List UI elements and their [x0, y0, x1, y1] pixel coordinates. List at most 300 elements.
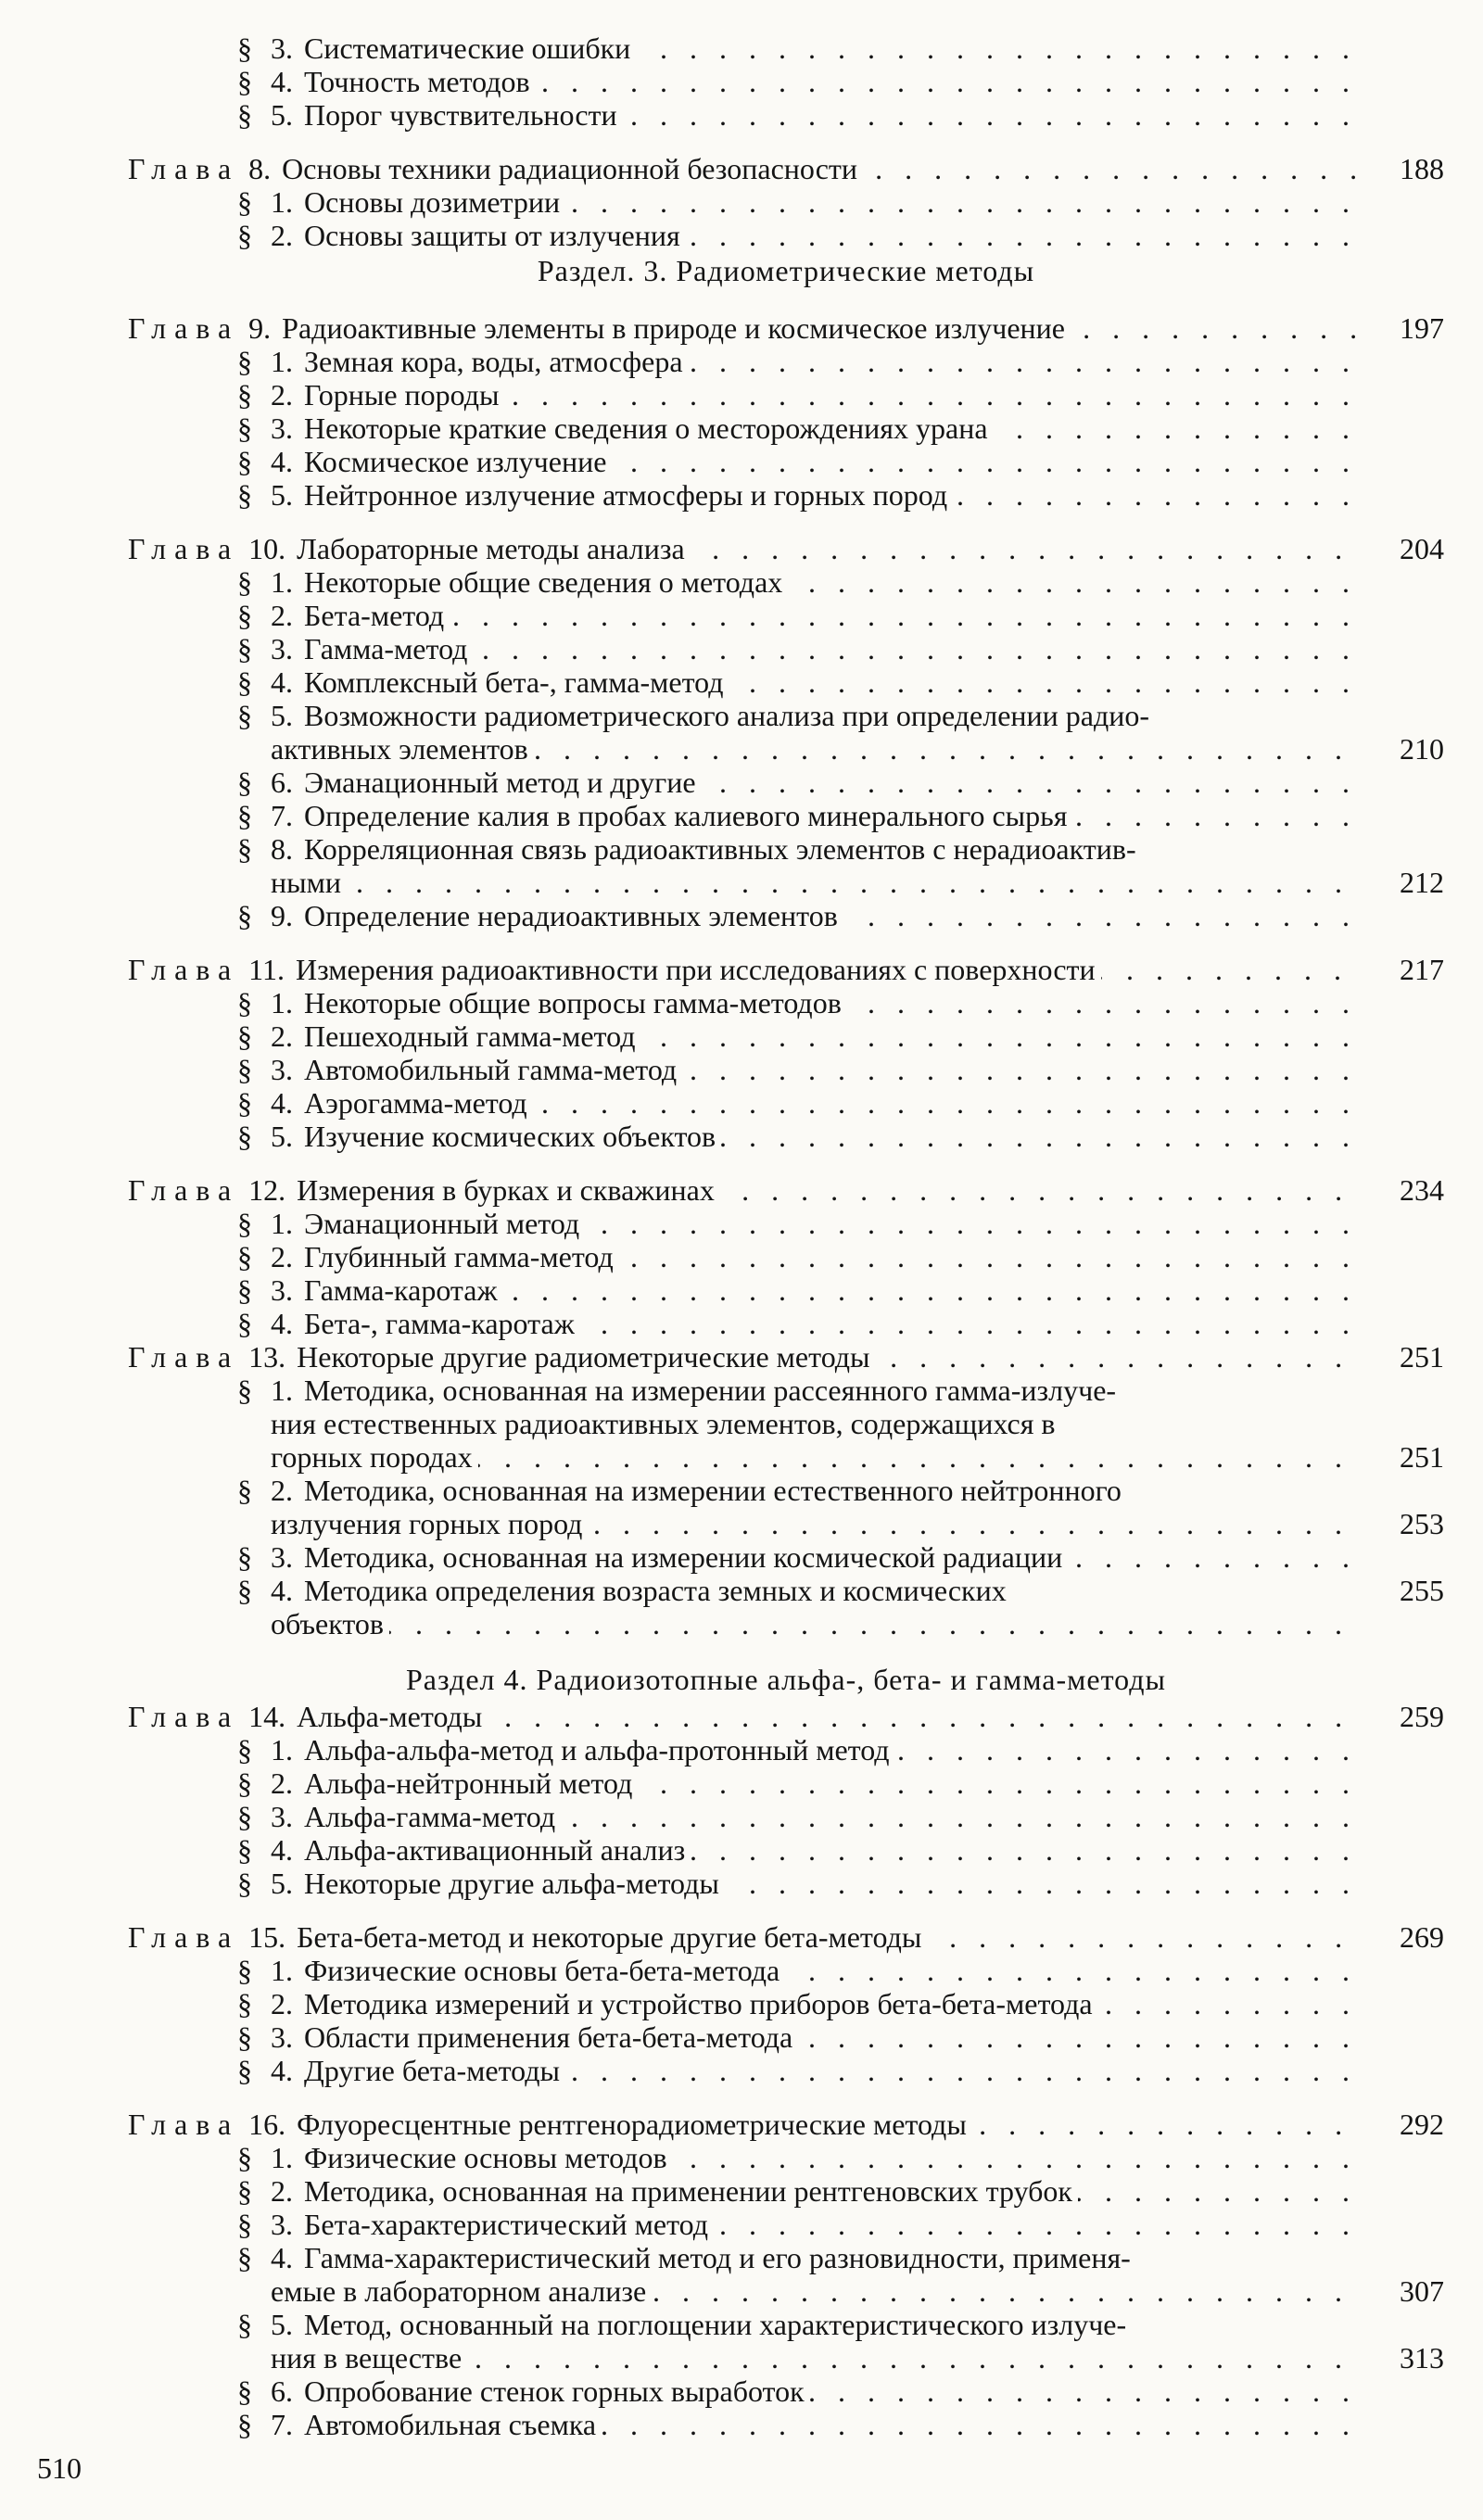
toc-section-entry[interactable] [128, 1987, 1444, 2020]
section-number: 4. [271, 1833, 293, 1867]
section-number: 3. [271, 1053, 293, 1086]
section-symbol: § [237, 412, 252, 445]
section-symbol: § [237, 665, 252, 699]
chapter-number: 14. [248, 1700, 286, 1733]
section-title [304, 98, 1364, 132]
section-symbol: § [237, 1474, 252, 1507]
section-title-cont [237, 732, 1364, 766]
section-number: 5. [271, 699, 293, 732]
chapter-title-text: Основы техники радиационной безопасности [282, 152, 863, 185]
spacer [128, 2087, 1444, 2108]
toc-section-entry[interactable] [128, 1374, 1444, 1407]
section-title-text: Физические основы бета-бета-метода [304, 1954, 785, 1987]
section-number: 2. [271, 1240, 293, 1273]
spacer [128, 1153, 1444, 1173]
toc-section-entry[interactable] [128, 345, 1444, 378]
toc-section-entry[interactable] [128, 2020, 1444, 2054]
section-title-cont [237, 1440, 1364, 1474]
toc-section-entry[interactable] [128, 1474, 1444, 1507]
toc-section-entry[interactable] [128, 32, 1444, 65]
section-title [304, 1474, 1364, 1507]
toc-section-entry[interactable] [128, 699, 1444, 732]
section-number: 4. [271, 1574, 293, 1607]
section-title-text: Основы защиты от излучения [304, 219, 686, 252]
toc-section-entry[interactable] [128, 2208, 1444, 2241]
section-symbol: § [237, 799, 252, 832]
toc-section-entry[interactable] [128, 1867, 1444, 1900]
section-title-text: Гамма-характеристический метод и его разновидности, применя- [304, 2241, 1136, 2274]
section-number: 2. [271, 1474, 293, 1507]
section-number: 2. [271, 1767, 293, 1800]
chapter-word: Глава [128, 532, 240, 565]
section-title [304, 219, 1364, 252]
toc-section-continuation [128, 1507, 1444, 1540]
section-title-text: Нейтронное излучение атмосферы и горных пород [304, 478, 953, 512]
page-ref: 217 [1400, 953, 1444, 986]
section-title-text: Методика, основанная на измерении естественного нейтронного [304, 1474, 1127, 1507]
toc-chapter-entry[interactable] [128, 311, 1444, 345]
toc-section-entry[interactable] [128, 1833, 1444, 1867]
section-number: 4. [271, 1307, 293, 1340]
page-ref: 251 [1400, 1340, 1444, 1374]
section-title [304, 1240, 1364, 1273]
section-symbol: § [237, 766, 252, 799]
section-symbol: § [237, 1833, 252, 1867]
chapter-title-text: Измерения радиоактивности при исследованиях с поверхности [296, 953, 1101, 986]
page-ref: 212 [1400, 866, 1444, 899]
toc-section-entry[interactable] [128, 799, 1444, 832]
section-number: 6. [271, 766, 293, 799]
toc-chapter-entry[interactable] [128, 953, 1444, 986]
chapter-title [296, 953, 1364, 986]
section-title [304, 445, 1364, 478]
section-symbol: § [237, 1240, 252, 1273]
section-number: 1. [271, 2141, 293, 2174]
spacer [128, 132, 1444, 152]
spacer [128, 291, 1444, 311]
section-symbol: § [237, 599, 252, 632]
spacer [128, 932, 1444, 953]
section-number: 3. [271, 2208, 293, 2241]
toc-section-entry[interactable] [128, 1540, 1444, 1574]
section-symbol: § [237, 1954, 252, 1987]
section-title [304, 1767, 1364, 1800]
section-title [304, 2174, 1364, 2208]
chapter-title [297, 1920, 1364, 1954]
toc-section-entry[interactable] [128, 1800, 1444, 1833]
section-heading: Раздел 4. Радиоизотопные альфа-, бета- и гамма-методы [406, 1663, 1166, 1696]
chapter-number: 13. [248, 1340, 286, 1374]
section-title-text: Бета-метод [304, 599, 450, 632]
section-symbol: § [237, 565, 252, 599]
section-title [304, 2408, 1364, 2441]
toc-section-entry[interactable] [128, 665, 1444, 699]
section-title-cont [237, 1507, 1364, 1540]
toc-chapter-entry[interactable] [128, 1173, 1444, 1207]
section-title [304, 1019, 1364, 1053]
spacer [128, 1640, 1444, 1661]
toc-chapter-entry[interactable] [128, 152, 1444, 185]
page-ref: 197 [1400, 311, 1444, 345]
toc-section-entry[interactable] [128, 1019, 1444, 1053]
toc-section-entry[interactable] [128, 378, 1444, 412]
section-title [304, 1086, 1364, 1120]
toc-section-entry[interactable] [128, 986, 1444, 1019]
section-title-text: Определение нерадиоактивных элементов [304, 899, 843, 932]
section-number: 5. [271, 1867, 293, 1900]
section-title-cont-text: объектов [237, 1607, 389, 1640]
toc-section-entry[interactable] [128, 98, 1444, 132]
chapter-title [282, 311, 1364, 345]
section-number: 2. [271, 599, 293, 632]
section-number: 4. [271, 665, 293, 699]
toc-section-entry[interactable] [128, 1767, 1444, 1800]
section-number: 7. [271, 2408, 293, 2441]
section-title [304, 632, 1364, 665]
section-number: 3. [271, 32, 293, 65]
section-number: 5. [271, 98, 293, 132]
section-number: 3. [271, 2020, 293, 2054]
chapter-word: Глава [128, 1700, 240, 1733]
section-number: 1. [271, 986, 293, 1019]
toc-chapter-entry[interactable] [128, 532, 1444, 565]
section-title [304, 1273, 1364, 1307]
section-symbol: § [237, 832, 252, 866]
section-number: 4. [271, 2054, 293, 2087]
section-number: 5. [271, 1120, 293, 1153]
spacer [128, 512, 1444, 532]
section-title-cont [237, 2341, 1364, 2374]
section-title [304, 1374, 1364, 1407]
section-title [304, 32, 1364, 65]
toc-chapter-entry[interactable] [128, 2108, 1444, 2141]
page-ref: 255 [1400, 1574, 1444, 1607]
section-title-text: Глубинный гамма-метод [304, 1240, 619, 1273]
section-title [304, 1053, 1364, 1086]
section-symbol: § [237, 98, 252, 132]
chapter-title [297, 1173, 1364, 1207]
section-title-text: Методика измерений и устройство приборов бета-бета-метода [304, 1987, 1098, 2020]
chapter-word: Глава [128, 953, 240, 986]
section-title-text: Систематические ошибки [304, 32, 636, 65]
section-symbol: § [237, 32, 252, 65]
section-title-text: Опробование стенок горных выработок [304, 2374, 810, 2408]
section-symbol: § [237, 2408, 252, 2441]
section-symbol: § [237, 1207, 252, 1240]
toc-section-entry[interactable] [128, 599, 1444, 632]
section-title-text: Методика, основанная на измерении рассеянного гамма-излуче- [304, 1374, 1122, 1407]
section-title-text: Автомобильная съемка [304, 2408, 602, 2441]
section-symbol: § [237, 1800, 252, 1833]
toc-section-entry[interactable] [128, 2141, 1444, 2174]
section-title-text: Альфа-альфа-метод и альфа-протонный метод [304, 1733, 895, 1767]
section-number: 5. [271, 478, 293, 512]
section-title-cont-text: ными [237, 866, 347, 899]
section-title [304, 2020, 1364, 2054]
toc-chapter-entry[interactable] [128, 1340, 1444, 1374]
toc-section-entry[interactable] [128, 832, 1444, 866]
section-title-cont-text: горных породах [237, 1440, 478, 1474]
section-title [304, 665, 1364, 699]
toc-section-entry[interactable] [128, 1207, 1444, 1240]
section-title-text: Эманационный метод и другие [304, 766, 702, 799]
toc-section-entry[interactable] [128, 1086, 1444, 1120]
chapter-word: Глава [128, 311, 240, 345]
chapter-number: 11. [248, 953, 285, 986]
table-of-contents [128, 32, 1444, 2441]
section-title [304, 699, 1364, 732]
section-symbol: § [237, 699, 252, 732]
section-title [304, 185, 1364, 219]
toc-chapter-entry[interactable] [128, 1700, 1444, 1733]
chapter-title-text: Флуоресцентные рентгенорадиометрические методы [297, 2108, 972, 2141]
section-symbol: § [237, 2208, 252, 2241]
section-title-text: Автомобильный гамма-метод [304, 1053, 682, 1086]
section-title [304, 565, 1364, 599]
page-number: 510 [37, 2451, 82, 2485]
toc-section-entry[interactable] [128, 2054, 1444, 2087]
chapter-number: 8. [248, 152, 272, 185]
page-ref: 210 [1400, 732, 1444, 766]
section-number: 3. [271, 1273, 293, 1307]
section-number: 2. [271, 1987, 293, 2020]
section-title-text: Возможности радиометрического анализа при определении радио- [304, 699, 1155, 732]
section-title-cont [237, 866, 1364, 899]
section-title [304, 1987, 1364, 2020]
toc-section-entry[interactable] [128, 1273, 1444, 1307]
section-symbol: § [237, 1867, 252, 1900]
section-title-cont [237, 2274, 1364, 2308]
section-title-text: Бета-, гамма-каротаж [304, 1307, 580, 1340]
section-title-cont-text: емые в лабораторном анализе [237, 2274, 652, 2308]
chapter-title-text: Радиоактивные элементы в природе и космическое излучение [282, 311, 1071, 345]
toc-section-entry[interactable] [128, 1307, 1444, 1340]
section-symbol: § [237, 1307, 252, 1340]
section-title-cont-text: ния естественных радиоактивных элементов, содержащихся в [237, 1407, 1061, 1440]
toc-section-entry[interactable] [128, 1954, 1444, 1987]
section-title-text: Методика определения возраста земных и космических [304, 1574, 1012, 1607]
section-symbol: § [237, 2308, 252, 2341]
chapter-word: Глава [128, 1920, 240, 1954]
toc-section-continuation [128, 1440, 1444, 1474]
section-title [304, 899, 1364, 932]
page-ref: 234 [1400, 1173, 1444, 1207]
section-title-text: Метод, основанный на поглощении характеристического излуче- [304, 2308, 1132, 2341]
section-title-cont [237, 1607, 1364, 1640]
chapter-title-text: Альфа-методы [297, 1700, 488, 1733]
toc-section-entry[interactable] [128, 766, 1444, 799]
section-symbol: § [237, 1574, 252, 1607]
section-title-text: Некоторые общие вопросы гамма-методов [304, 986, 847, 1019]
section-title-text: Основы дозиметрии [304, 185, 565, 219]
section-title [304, 378, 1364, 412]
chapter-number: 16. [248, 2108, 286, 2141]
section-number: 4. [271, 1086, 293, 1120]
section-title-text: Эманационный метод [304, 1207, 585, 1240]
section-title-text: Некоторые другие альфа-методы [304, 1867, 725, 1900]
section-symbol: § [237, 986, 252, 1019]
section-number: 3. [271, 1800, 293, 1833]
toc-section-continuation [128, 732, 1444, 766]
section-number: 7. [271, 799, 293, 832]
section-title-text: Другие бета-методы [304, 2054, 565, 2087]
section-title-text: Изучение космических объектов [304, 1120, 721, 1153]
toc-section-entry[interactable] [128, 899, 1444, 932]
chapter-number: 12. [248, 1173, 286, 1207]
toc-section-entry[interactable] [128, 412, 1444, 445]
chapter-number: 10. [248, 532, 286, 565]
section-title [304, 1540, 1364, 1574]
section-title [304, 766, 1364, 799]
section-title-text: Методика, основанная на применении рентгеновских трубок [304, 2174, 1078, 2208]
section-symbol: § [237, 2141, 252, 2174]
toc-section-continuation [128, 2341, 1444, 2374]
page-ref: 259 [1400, 1700, 1444, 1733]
section-title [304, 2241, 1364, 2274]
section-title-text: Пешеходный гамма-метод [304, 1019, 640, 1053]
chapter-title [282, 152, 1364, 185]
section-symbol: § [237, 899, 252, 932]
section-symbol: § [237, 1019, 252, 1053]
section-title-text: Некоторые общие сведения о методах [304, 565, 788, 599]
toc-section-entry[interactable] [128, 478, 1444, 512]
section-title-cont-text: излучения горных пород [237, 1507, 588, 1540]
chapter-word: Глава [128, 152, 240, 185]
section-title [304, 1120, 1364, 1153]
section-symbol: § [237, 2374, 252, 2408]
section-symbol: § [237, 1987, 252, 2020]
toc-section-entry[interactable] [128, 65, 1444, 98]
toc-section-entry[interactable] [128, 1120, 1444, 1153]
section-number: 1. [271, 1374, 293, 1407]
toc-section-entry[interactable] [128, 185, 1444, 219]
section-number: 2. [271, 378, 293, 412]
chapter-title-text: Измерения в бурках и скважинах [297, 1173, 720, 1207]
section-number: 1. [271, 345, 293, 378]
section-title [304, 1733, 1364, 1767]
section-title-text: Методика, основанная на измерении космической радиации [304, 1540, 1068, 1574]
section-title-text: Альфа-нейтронный метод [304, 1767, 638, 1800]
section-title [304, 1954, 1364, 1987]
section-title [304, 478, 1364, 512]
section-symbol: § [237, 345, 252, 378]
section-title-text: Альфа-активационный анализ [304, 1833, 691, 1867]
section-symbol: § [237, 2054, 252, 2087]
chapter-title [297, 532, 1364, 565]
toc-section-entry[interactable] [128, 2174, 1444, 2208]
toc-section-entry[interactable] [128, 2308, 1444, 2341]
chapter-word: Глава [128, 1340, 240, 1374]
section-symbol: § [237, 185, 252, 219]
toc-section-entry[interactable] [128, 1053, 1444, 1086]
section-title [304, 1307, 1364, 1340]
section-title [304, 2141, 1364, 2174]
section-symbol: § [237, 1120, 252, 1153]
section-title-text: Гамма-метод [304, 632, 473, 665]
section-title [304, 1867, 1364, 1900]
toc-section-entry[interactable] [128, 1240, 1444, 1273]
section-title-text: Аэрогамма-метод [304, 1086, 533, 1120]
toc-section-entry[interactable] [128, 2374, 1444, 2408]
chapter-title [297, 2108, 1364, 2141]
section-number: 2. [271, 219, 293, 252]
section-symbol: § [237, 1086, 252, 1120]
chapter-title [297, 1700, 1364, 1733]
toc-section-continuation [128, 1607, 1444, 1640]
section-title [304, 799, 1364, 832]
toc-section-entry[interactable] [128, 445, 1444, 478]
section-number: 1. [271, 1733, 293, 1767]
toc-section-entry[interactable] [128, 2408, 1444, 2441]
section-number: 2. [271, 2174, 293, 2208]
section-title-text: Некоторые краткие сведения о месторождениях урана [304, 412, 994, 445]
section-symbol: § [237, 445, 252, 478]
section-number: 1. [271, 1207, 293, 1240]
section-title-text: Гамма-каротаж [304, 1273, 503, 1307]
toc-section-entry[interactable] [128, 1733, 1444, 1767]
page-ref: 292 [1400, 2108, 1444, 2141]
section-title-text: Точность методов [304, 65, 536, 98]
section-title-text: Космическое излучение [304, 445, 612, 478]
section-number: 8. [271, 832, 293, 866]
page-ref: 307 [1400, 2274, 1444, 2308]
section-title-text: Корреляционная связь радиоактивных элементов с нерадиоактив- [304, 832, 1142, 866]
section-symbol: § [237, 378, 252, 412]
section-title-text: Физические основы методов [304, 2141, 673, 2174]
section-title [304, 412, 1364, 445]
section-number: 4. [271, 65, 293, 98]
section-number: 6. [271, 2374, 293, 2408]
section-symbol: § [237, 65, 252, 98]
toc-chapter-entry[interactable] [128, 1920, 1444, 1954]
toc-section-entry[interactable] [128, 632, 1444, 665]
chapter-title-text: Лабораторные методы анализа [297, 532, 691, 565]
section-title-text: Определение калия в пробах калиевого минерального сырья [304, 799, 1072, 832]
toc-section-continuation [128, 866, 1444, 899]
section-number: 5. [271, 2308, 293, 2341]
chapter-title-text: Некоторые другие радиометрические методы [297, 1340, 875, 1374]
section-number: 1. [271, 185, 293, 219]
section-symbol: § [237, 2241, 252, 2274]
chapter-number: 15. [248, 1920, 286, 1954]
toc-section-entry[interactable] [128, 219, 1444, 252]
section-title-text: Комплексный бета-, гамма-метод [304, 665, 729, 699]
toc-section-entry[interactable] [128, 2241, 1444, 2274]
section-title-text: Альфа-гамма-метод [304, 1800, 561, 1833]
section-number: 3. [271, 632, 293, 665]
section-title-cont-text: ния в веществе [237, 2341, 467, 2374]
section-number: 1. [271, 565, 293, 599]
section-number: 2. [271, 1019, 293, 1053]
section-title [304, 599, 1364, 632]
section-symbol: § [237, 1767, 252, 1800]
page-ref: 269 [1400, 1920, 1444, 1954]
section-heading: Раздел. 3. Радиометрические методы [537, 254, 1035, 287]
section-title-text: Порог чувствительности [304, 98, 623, 132]
section-number: 4. [271, 445, 293, 478]
spacer [128, 1900, 1444, 1920]
section-title [304, 1574, 1364, 1607]
section-number: 1. [271, 1954, 293, 1987]
toc-section-continuation [128, 2274, 1444, 2308]
page-ref: 251 [1400, 1440, 1444, 1474]
section-title [304, 1800, 1364, 1833]
chapter-word: Глава [128, 2108, 240, 2141]
toc-section-entry[interactable] [128, 565, 1444, 599]
toc-section-entry[interactable] [128, 1574, 1444, 1607]
section-symbol: § [237, 219, 252, 252]
section-title-cont [237, 1407, 1364, 1440]
